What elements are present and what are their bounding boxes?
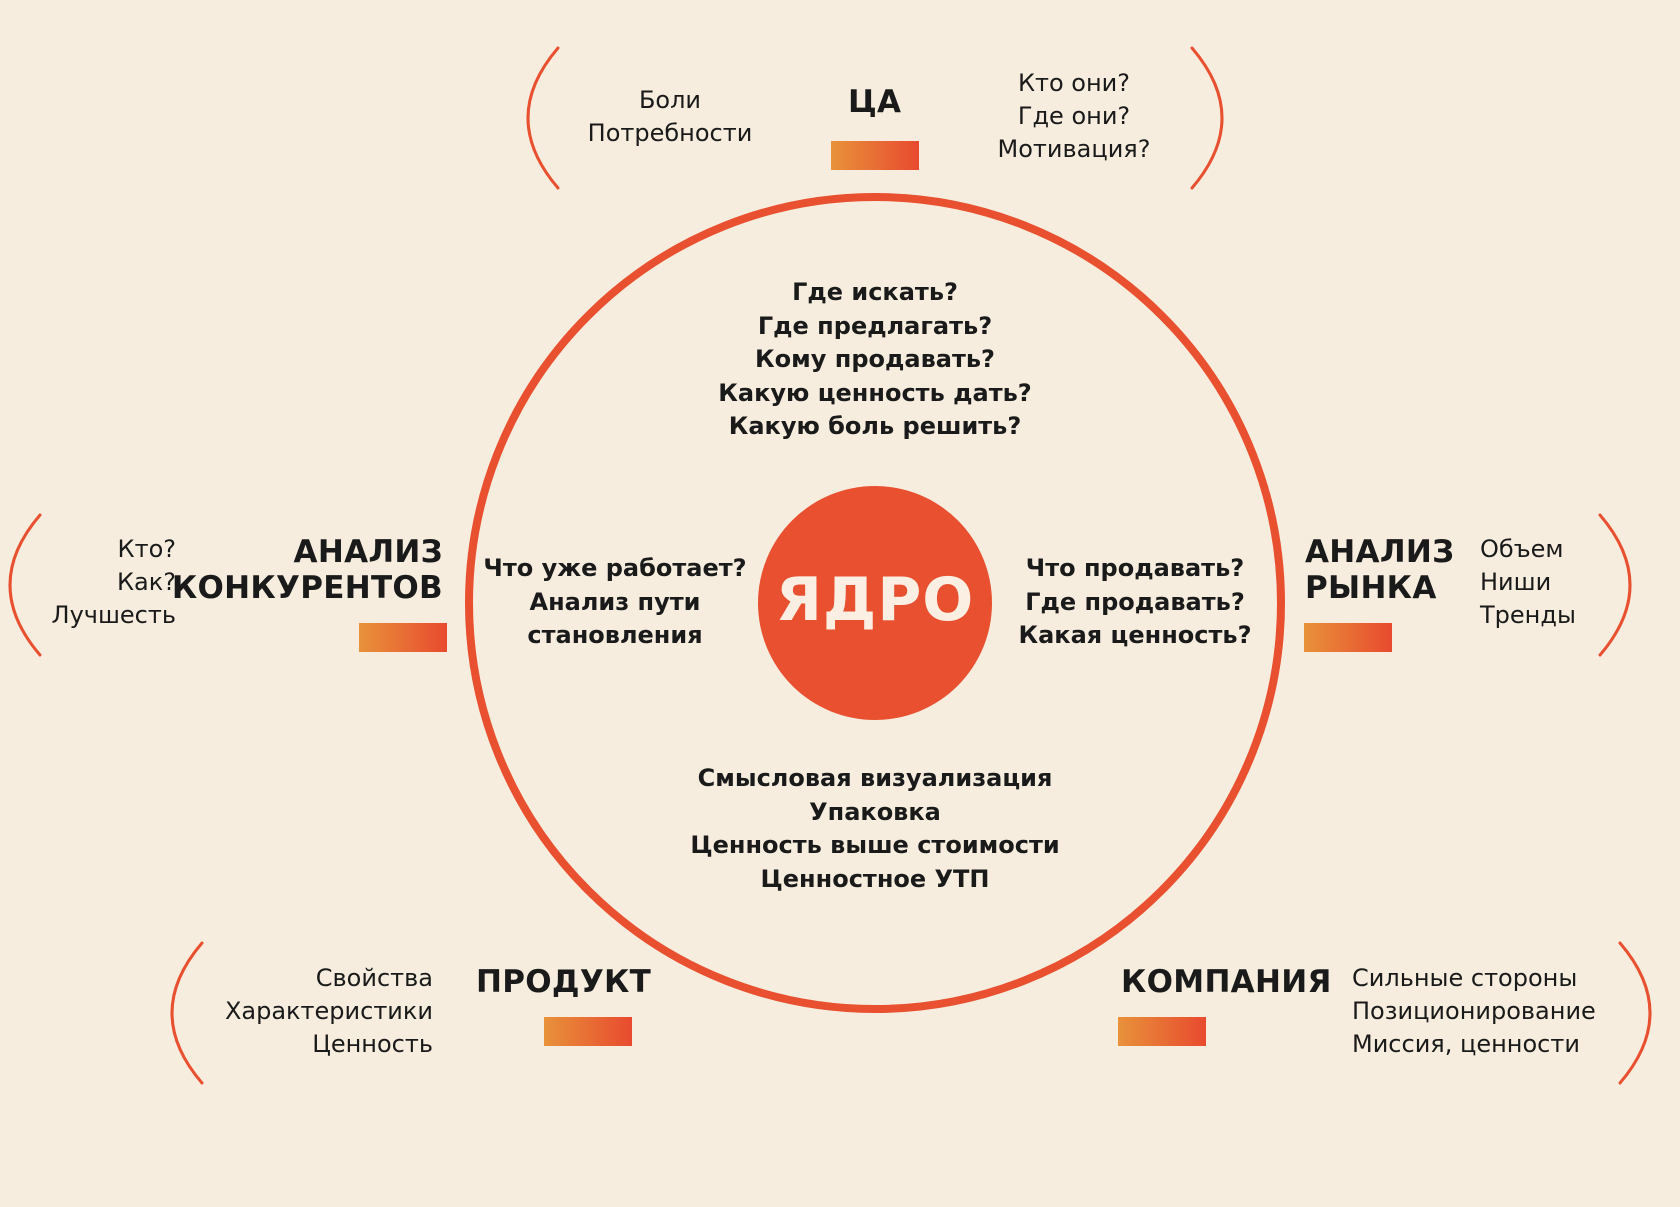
competitors-title-line: АНАЛИЗ — [293, 534, 443, 570]
audience-left-item: Потребности — [587, 119, 753, 147]
inner-bottom-line: Ценностное УТП — [760, 864, 990, 893]
inner-top-line: Где искать? — [792, 278, 958, 306]
audience-right-items — [998, 67, 1151, 166]
core-label: ЯДРО — [775, 565, 975, 635]
competitors-title-line: КОНКУРЕНТОВ — [171, 570, 443, 606]
company-item: Сильные стороны — [1352, 964, 1578, 992]
bracket-company-right — [1620, 943, 1650, 1083]
bar-competitors — [359, 623, 447, 652]
inner-top-line: Кому продавать? — [755, 345, 995, 373]
bar-audience — [831, 141, 919, 170]
audience-right-item: Где они? — [1017, 102, 1131, 130]
inner-left-line: Анализ пути — [529, 587, 701, 616]
inner-top-line: Какую боль решить? — [728, 412, 1022, 440]
audience-left-items — [588, 84, 753, 150]
inner-right-line: Какая ценность? — [1018, 621, 1252, 649]
bar-company — [1118, 1017, 1206, 1046]
product-title: ПРОДУКТ — [476, 964, 652, 1000]
inner-left-line: становления — [527, 621, 703, 649]
bracket-product-left — [172, 943, 202, 1083]
competitors-item: Как? — [117, 568, 176, 596]
inner-bottom-line: Ценность выше стоимости — [690, 831, 1060, 859]
inner-left-text — [483, 552, 746, 653]
audience-left-item: Боли — [638, 86, 702, 114]
product-item: Свойства — [315, 964, 433, 992]
audience-right-item: Кто они? — [1017, 69, 1131, 97]
market-title — [1305, 534, 1454, 606]
inner-top-questions — [718, 276, 1031, 444]
product-items — [225, 962, 433, 1061]
competitors-title — [172, 534, 443, 606]
market-item: Ниши — [1480, 568, 1552, 596]
market-item: Объем — [1480, 535, 1564, 563]
inner-bottom-line: Упаковка — [809, 797, 941, 826]
inner-right-line: Что продавать? — [1025, 554, 1245, 582]
audience-right-item: Мотивация? — [997, 135, 1151, 163]
inner-right-text — [1018, 552, 1251, 653]
product-item: Ценность — [312, 1030, 433, 1058]
company-item: Миссия, ценности — [1352, 1030, 1580, 1058]
competitors-item: Кто? — [117, 535, 176, 563]
company-title: КОМПАНИЯ — [1121, 964, 1332, 1000]
company-items — [1352, 962, 1596, 1061]
competitors-item: Лучшесть — [51, 601, 176, 629]
bar-product — [544, 1017, 632, 1046]
bracket-audience-right — [1192, 48, 1222, 188]
market-title-line: АНАЛИЗ — [1305, 534, 1455, 570]
product-item: Характеристики — [224, 997, 433, 1025]
market-title-line: РЫНКА — [1305, 570, 1437, 606]
audience-title: ЦА — [848, 84, 902, 120]
inner-bottom-text — [690, 762, 1059, 896]
market-item: Тренды — [1480, 601, 1576, 629]
market-items — [1480, 533, 1576, 632]
competitors-items — [52, 533, 176, 632]
inner-left-line: Что уже работает? — [483, 554, 747, 582]
inner-right-line: Где продавать? — [1025, 587, 1245, 616]
inner-top-line: Какую ценность дать? — [718, 378, 1032, 407]
bracket-market-right — [1600, 515, 1630, 655]
company-item: Позиционирование — [1352, 997, 1596, 1025]
bracket-competitors-left — [10, 515, 40, 655]
inner-bottom-line: Смысловая визуализация — [697, 764, 1053, 792]
inner-top-line: Где предлагать? — [757, 311, 993, 340]
bracket-audience-left — [528, 48, 558, 188]
bar-market — [1304, 623, 1392, 652]
